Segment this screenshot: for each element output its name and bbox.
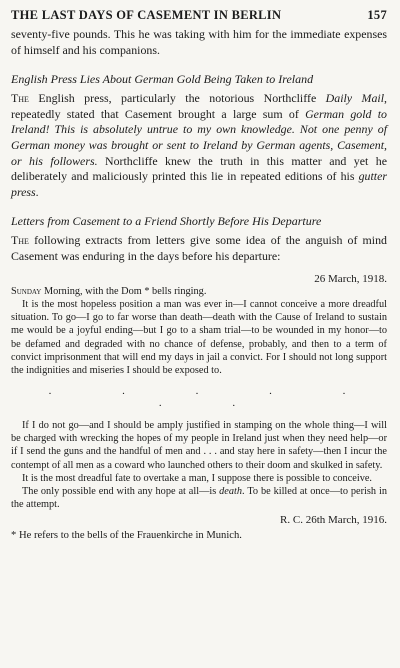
page-number: 157 (367, 8, 387, 22)
letter-date: 26 March, 1918. (314, 272, 387, 285)
text-run: . (35, 184, 39, 199)
english-press-paragraph (11, 91, 387, 200)
italic-run: Daily Mail (325, 91, 384, 106)
lead-word: The (11, 233, 29, 248)
letters-intro-paragraph (11, 233, 387, 264)
salutation-lead: Sunday (11, 285, 42, 297)
italic-run: gutter press (11, 169, 387, 199)
text-run: , repeatedly stated that Casement brought a large sum of (11, 91, 387, 121)
footnote: * He refers to the bells of the Frauenkirche in Munich. (11, 529, 242, 541)
lead-word: The (11, 91, 29, 106)
letter-paragraph-2: If I do not go—and I should be amply justified in stamping on the whole thing—I will be charged with wrecking the hopes of my people in Ireland just when they need help—or if I send the guns and the handful of men and . . . and stay here in safety—then I incur the contempt of all men as a coward who launched others to their doom and skulked in safety. (11, 419, 387, 471)
running-title: THE LAST DAYS OF CASEMENT IN BERLIN (11, 8, 282, 22)
section-heading-english-press: English Press Lies About German Gold Being Taken to Ireland (11, 72, 314, 87)
book-page (11, 8, 387, 541)
italic-run: death (219, 486, 243, 498)
letter-signature: R. C. 26th March, 1916. (280, 513, 387, 526)
ellipsis-separator: . . . . . . . (48, 384, 380, 409)
opening-paragraph: seventy-five pounds. This he was taking with him for the immediate expenses of himself and his companions. (11, 27, 387, 57)
text-run: following extracts from letters give some idea of the anguish of mind Casement was enduring in the days before his departure: (11, 233, 387, 263)
text-run: . To be killed at once—to perish in the attempt. (11, 486, 387, 511)
text-run: Northcliffe knew the truth in this matter and yet he deliberately and maliciously printed this lie in repeated editions of his (11, 153, 387, 184)
letter-paragraph-4 (11, 485, 387, 512)
letter-salutation (11, 285, 387, 298)
text-run: The only possible end with any hope at all—is (22, 486, 220, 498)
text-run: English press, particularly the notorious Northcliffe (28, 91, 326, 106)
italic-run: German gold to Ireland! This is absolutely untrue to my own knowledge. Not one penny of German money was brought or sent to Ireland by German agents, Casement, or his followers. (11, 106, 388, 168)
salutation-rest: Morning, with the Dom * bells ringing. (41, 285, 207, 297)
letter-paragraph-3: It is the most dreadful fate to overtake a man, I suppose there is possible to conceive. (22, 472, 372, 484)
letter-paragraph-1: It is the most hopeless position a man was ever in—I cannot conceive a more dreadful situation. To go—I go to far worse than death—death with the Cause of Ireland to sustain me would be a joyful ending—but I go to a sham trial—to be wounded in my honor—to be defamed and degraded with no chance of defense, probably, and then to a term of convict imprisonment that will end my days in jail a convict. For I should not long support the indignities and miseries I should be exposed to. (11, 298, 387, 377)
section-heading-letters: Letters from Casement to a Friend Shortly Before His Departure (11, 214, 322, 229)
running-header (11, 8, 387, 23)
